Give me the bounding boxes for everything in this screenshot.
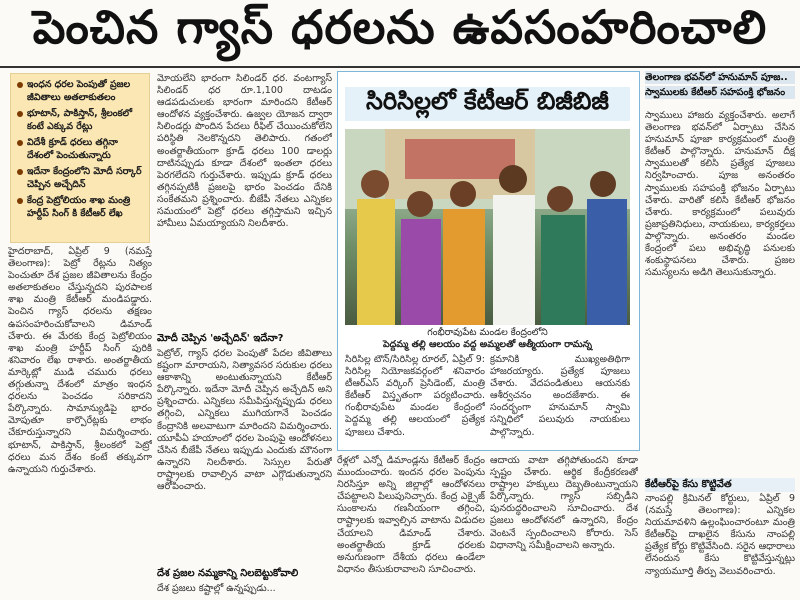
- right-subheading: కేటీఆర్‌పై కేసు కొట్టివేత: [645, 478, 795, 492]
- right-headline: తెలంగాణ భవన్‌లో హనుమాన్ పూజ.. స్వాములకు కేటీఆర్ సహపంక్తి భోజనం: [645, 71, 795, 99]
- highlight-item: ఇంధన ధరల పెంపుతో ప్రజల జీవితాలు అతలాకుతలం: [17, 78, 144, 104]
- photo-illustration: [345, 129, 630, 325]
- box-title: సిరిసిల్లలో కేటీఆర్ బిజీబిజీ: [345, 87, 630, 121]
- box-column-2: క్రమానికి ముఖ్యఅతిథిగా హాజరయ్యారు. ప్రత్యేక పూజలు చేశారు. వేదపండితులు ఆయనకు ఆశీర్వచనం అందజేశారు. ఈ సందర్భంగా హనుమాన్ స్వామి సన్నిధిలో పలువురు నాయకులు పాల్గొన్నారు.: [490, 354, 630, 438]
- middle-sub-body: పెట్రోల్, గ్యాస్ ధరల పెంపుతో పేదల జీవితాలు కష్టంగా మారాయని, నిత్యావసర సరుకుల ధరలు ఆకాశాన్ని అంటుతున్నాయని కేటీఆర్ పేర్కొన్నారు. ఇదేనా మోదీ చెప్పిన అచ్చేదిన్ అని ప్రశ్నించారు. ఎన్నికలు సమీపిస్తున్నప్పుడు ధరలు తగ్గించి, ఎన్నికలు ముగియగానే పెంచడం కేంద్రానికి అలవాటుగా మారిందని విమర్శించారు. యూపీఏ హయాంలో ధరల పెంపుపై ఆందోళనలు చేసిన బీజేపీ నేతలు ఇప్పుడు ఎందుకు మౌనంగా ఉన్నారని నిలదీశారు. సెస్సుల పేరుతో రాష్ట్రాలకు రావాల్సిన వాటా ఎగ్గొడుతున్నారని ఆరోపించారు.: [157, 348, 332, 493]
- right-bottom-body: నాంపల్లి క్రిమినల్ కోర్టులు, ఏప్రిల్ 9 (నమస్తే తెలంగాణ): ఎన్నికల నియమావళిని ఉల్లంఘించారంటూ మంత్రి కేటీఆర్‌పై దాఖలైన కేసును నాంపల్లి ప్రత్యేక కోర్టు కొట్టివేసింది. సరైన ఆధారాలు లేనందున కేసు కొట్టివేస్తున్నట్లు న్యాయమూర్తి తీర్పు వెలువరించారు.: [645, 493, 795, 577]
- highlights-box: [10, 73, 150, 243]
- photo-caption: గంభీరావుపేట మండల కేంద్రంలోని పెద్దమ్మ తల్లి ఆలయం వద్ద అమ్మలతో ఆత్మీయంగా రామన్న: [382, 327, 593, 350]
- middle-subheading-2: దేశ ప్రజల నమ్మకాన్ని నిలబెట్టుకోవాలి: [157, 568, 299, 579]
- box-column-1: సిరిసిల్ల టౌన్/సిరిసిల్ల రూరల్, ఏప్రిల్ 9: సిరిసిల్ల నియోజకవర్గంలో శనివారం టీఆర్ఎస్ వర్కింగ్ ప్రెసిడెంట్, మంత్రి కేటీఆర్ విస్తృతంగా పర్యటించారు. గంభీరావుపేట మండల కేంద్రంలో పెద్దమ్మ తల్లి ఆలయంలో ప్రత్యేక పూజలు చేశారు.: [345, 354, 485, 438]
- bullet-icon: [17, 169, 23, 175]
- bullet-icon: [17, 82, 23, 88]
- news-photo: [345, 129, 630, 325]
- highlight-item: ఇదేనా కేంద్రంలోని మోదీ సర్కార్ చెప్పిన అచ్చేదిన్: [17, 165, 144, 191]
- bullet-icon: [17, 198, 23, 204]
- middle-subheading: మోదీ చెప్పిన 'అచ్చేదిన్' ఇదేనా?: [157, 333, 284, 344]
- lower-column-1: రేళ్లలో ఎన్నో డిమాండ్లను కేటీఆర్ కేంద్రం ముందుంచారు. ఇందన ధరల పెంపును నిరసిస్తూ అన్ని జిల్లాల్లో ఆందోళనలు చేపట్టాలని పిలుపునిచ్చారు. కేంద్ర ఎక్సైజ్ సుంకాలను గణనీయంగా తగ్గించి, రాష్ట్రాలకు ఇవ్వాల్సిన వాటాను విడుదల చేయాలని డిమాండ్ చేశారు. అంతర్జాతీయ క్రూడ్ ధరలకు అనుగుణంగా దేశీయ ధరలు ఉండేలా విధానం తీసుకురావాలని సూచించారు.: [337, 455, 485, 575]
- left-article-body: హైదరాబాద్, ఏప్రిల్ 9 (నమస్తే తెలంగాణ): పెట్రో రేట్లను నిత్యం పెంచుతూ దేశ ప్రజల జీవితాలను కేంద్రం అతలాకుతలం చేస్తున్నదని పురపాలక శాఖ మంత్రి కేటీఆర్ మండిపడ్డారు. పెంచిన గ్యాస్ ధరలను తక్షణం ఉపసంహరించుకోవాలని డిమాండ్ చేశారు. ఈ మేరకు కేంద్ర పెట్రోలియం శాఖ మంత్రి హర్దీప్ సింగ్ పురికి శనివారం లేఖ రాశారు. అంతర్జాతీయ మార్కెట్లో ముడి చమురు ధరలు తగ్గుతున్నా దేశంలో మాత్రం ఇంధన ధరలను పెంచడం సరికాదని పేర్కొన్నారు. సామాన్యుడిపై భారం మోపుతూ కార్పొరేట్లకు లాభం చేకూరుస్తున్నారని విమర్శించారు. భూటాన్, పాకిస్తాన్, శ్రీలంకలో పెట్రో ధరలు మన దేశం కంటే తక్కువగా ఉన్నాయని గుర్తుచేశారు.: [8, 246, 152, 475]
- highlight-item: విదేశీ క్రూడ్ ధరలు తగ్గినా దేశంలో పెంచుతున్నారు: [17, 136, 144, 162]
- lower-column-2: ఆదాయ వాటా తగ్గిపోతుందని కూడా స్పష్టం చేశారు. ఆర్థిక కేంద్రీకరణతో రాష్ట్రాల హక్కులు దెబ్బతింటున్నాయని పేర్కొన్నారు. గ్యాస్ సబ్సిడీని పునరుద్ధరించాలని సూచించారు. దేశ ప్రజలు ఆందోళనలో ఉన్నారని, కేంద్రం వెంటనే స్పందించాలని కోరారు. సెస్ విధానాన్ని సమీక్షించాలని అన్నారు.: [490, 455, 638, 551]
- bullet-icon: [17, 140, 23, 146]
- headline: పెంచిన గ్యాస్ ధరలను ఉపసంహరించాలి: [32, 0, 768, 54]
- middle-sub2-body: దేశ ప్రజలు కష్టాల్లో ఉన్నప్పుడు...: [157, 583, 276, 594]
- bullet-icon: [17, 111, 23, 117]
- headline-rule: [0, 66, 800, 68]
- middle-article-body: మోయలేని భారంగా సిలిండర్ ధర. వంటగ్యాస్ సిలిండర్ ధర రూ.1,100 దాటడం ఆడపడుచులకు భారంగా మారిందని కేటీఆర్ ఆందోళన వ్యక్తంచేశారు. ఉజ్వల యోజన ద్వారా సిలిండర్లు పొందిన పేదలు రీఫిల్ చేయించుకోలేని పరిస్థితి నెలకొన్నదని తెలిపారు. గతంలో అంతర్జాతీయంగా క్రూడ్ ధరలు 100 డాలర్లు దాటినప్పుడు కూడా దేశంలో ఇంతలా ధరలు పెరగలేదని గుర్తుచేశారు. ఇప్పుడు క్రూడ్ ధరలు తగ్గినప్పటికీ ప్రజలపై భారం పెంచడం దేనికి సంకేతమని ప్రశ్నించారు. బీజేపీ నేతలు ఎన్నికల సమయంలో పెట్రో ధరలు తగ్గిస్తామని ఇచ్చిన హామీలు ఏమయ్యాయని నిలదీశారు.: [157, 73, 332, 230]
- right-article-body: స్వాములు హాజరు వ్యక్తంచేశారు. అలాగే తెలంగాణ భవన్‌లో ఏర్పాటు చేసిన హనుమాన్ పూజా కార్యక్రమంలో మంత్రి కేటీఆర్ పాల్గొన్నారు. హనుమాన్ దీక్ష స్వాములతో కలిసి ప్రత్యేక పూజలు నిర్వహించారు. పూజ అనంతరం స్వాములకు సహపంక్తి భోజనం ఏర్పాటు చేశారు. వారితో కలిసి కేటీఆర్ భోజనం చేశారు. కార్యక్రమంలో పలువురు ప్రజాప్రతినిధులు, నాయకులు, కార్యకర్తలు పాల్గొన్నారు. అనంతరం మండల కేంద్రంలో పలు అభివృద్ధి పనులకు శంకుస్థాపనలు చేశారు. ప్రజల సమస్యలను అడిగి తెలుసుకున్నారు.: [645, 110, 795, 279]
- highlight-item: భూటాన్, పాకిస్తాన్, శ్రీలంకలో కంటే ఎక్కువ రేట్లు: [17, 107, 144, 133]
- highlight-item: కేంద్ర పెట్రోలియం శాఖ మంత్రి హర్దీప్ సింగ్ కి కేటీఆర్ లేఖ: [17, 194, 144, 220]
